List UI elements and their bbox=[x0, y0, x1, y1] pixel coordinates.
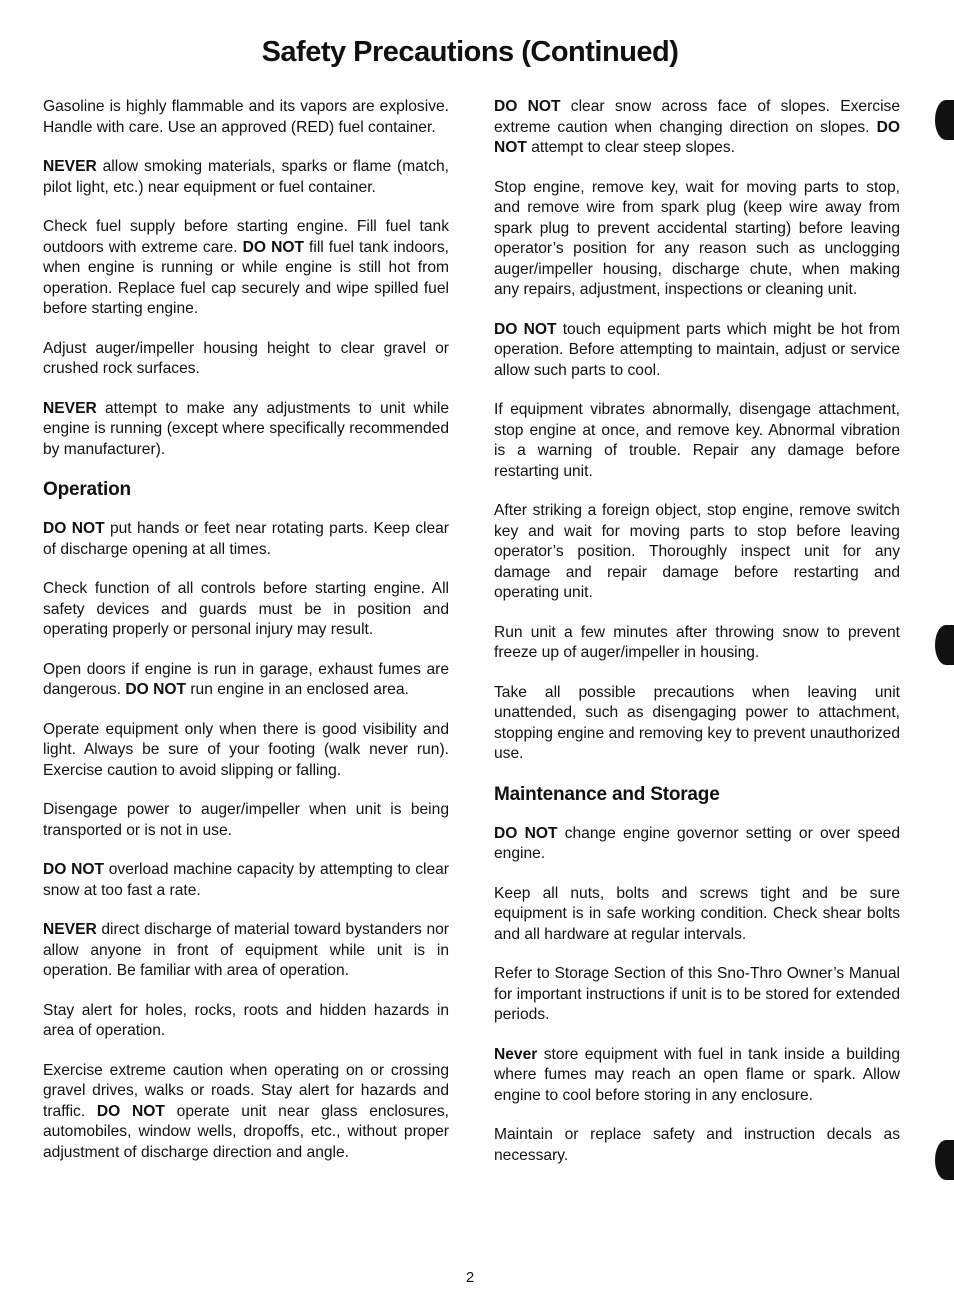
emphasis-text: NEVER bbox=[43, 921, 97, 938]
body-text: Operate equipment only when there is good visibility and light. Always be sure of your footing (walk never run). Exercise caution to avoid slipping or falling. bbox=[43, 720, 449, 779]
paragraph bbox=[43, 217, 449, 320]
paragraph bbox=[43, 860, 449, 901]
emphasis-text: NEVER bbox=[43, 399, 97, 417]
body-text: Take all possible precautions when leaving unit unattended, such as disengaging power to attachment, stopping engine and removing key to prevent unauthorized use. bbox=[494, 683, 900, 762]
body-text: Adjust auger/impeller housing height to clear gravel or crushed rock surfaces. bbox=[43, 339, 449, 377]
emphasis-text: DO NOT bbox=[43, 520, 105, 537]
body-text: Stay alert for holes, rocks, roots and hidden hazards in area of operation. bbox=[43, 1001, 449, 1039]
body-text: Exercise extreme caution when operating on or crossing gravel drives, walks or roads. Stay alert for hazards and traffic. bbox=[43, 1061, 449, 1120]
paragraph bbox=[494, 501, 900, 604]
body-text: put hands or feet near rotating parts. Keep clear of discharge opening at all times. bbox=[43, 520, 449, 558]
paragraph bbox=[43, 920, 449, 982]
emphasis-text: Never bbox=[494, 1045, 538, 1063]
paragraph bbox=[43, 157, 449, 198]
body-text: change engine governor setting or over speed engine. bbox=[494, 824, 900, 862]
page-number: 2 bbox=[465, 1269, 475, 1286]
emphasis-text: DO NOT bbox=[494, 118, 900, 156]
body-text: operate unit near glass enclosures, automobiles, window wells, dropoffs, etc., without proper adjustment of discharge direction and angle. bbox=[43, 1102, 449, 1161]
emphasis-text: DO NOT bbox=[494, 98, 561, 115]
body-text: After striking a foreign object, stop engine, remove switch key and wait for moving parts to stop before leaving operator’s position. Thoroughly inspect unit for any damage and repair damage before restarting and operating unit. bbox=[494, 502, 900, 601]
paragraph bbox=[494, 97, 900, 159]
emphasis-text: DO NOT bbox=[43, 861, 105, 878]
body-text: Run unit a few minutes after throwing snow to prevent freeze up of auger/impeller in housing. bbox=[494, 623, 900, 661]
paragraph bbox=[494, 964, 900, 1026]
paragraph bbox=[494, 683, 900, 765]
paragraph bbox=[494, 178, 900, 301]
paragraph bbox=[43, 399, 449, 461]
paragraph bbox=[43, 579, 449, 641]
paragraph bbox=[43, 339, 449, 380]
paragraph bbox=[43, 97, 449, 138]
emphasis-text: DO NOT bbox=[494, 824, 558, 842]
body-text: direct discharge of material toward bystanders nor allow anyone in front of equipment while unit is in operation. Be familiar with area of operation. bbox=[43, 921, 449, 979]
emphasis-text: DO NOT bbox=[242, 238, 304, 256]
paragraph bbox=[494, 884, 900, 946]
body-text: clear snow across face of slopes. Exercise extreme caution when changing direction on slopes. bbox=[494, 98, 901, 136]
body-text: Check function of all controls before starting engine. All safety devices and guards must be in position and operating properly or personal injury may result. bbox=[43, 580, 449, 638]
body-text: Keep all nuts, bolts and screws tight and be sure equipment is in safe working condition. Check shear bolts and all hardware at regular intervals. bbox=[494, 884, 900, 943]
paragraph bbox=[43, 800, 449, 841]
right-column bbox=[494, 97, 900, 1185]
edge-tab-mark bbox=[935, 100, 954, 140]
body-text: Open doors if engine is run in garage, exhaust fumes are dangerous. bbox=[43, 660, 449, 698]
body-text: attempt to clear steep slopes. bbox=[526, 139, 735, 156]
paragraph bbox=[494, 824, 900, 865]
body-text: Maintain or replace safety and instruction decals as necessary. bbox=[494, 1126, 900, 1164]
body-text: Stop engine, remove key, wait for moving parts to stop, and remove wire from spark plug (keep wire away from spark plug to prevent accidental starting) before leaving operator’s position for any reason such as unclogging auger/impeller housing, discharge chute, when making any repairs, adjustment, inspections or cleaning unit. bbox=[494, 178, 900, 298]
paragraph bbox=[43, 660, 449, 701]
paragraph bbox=[43, 519, 449, 560]
paragraph bbox=[494, 320, 900, 382]
body-text: If equipment vibrates abnormally, disengage attachment, stop engine at once, and remove key. Abnormal vibration is a warning of trouble. Repair any damage before restarting unit. bbox=[494, 401, 900, 480]
emphasis-text: DO NOT bbox=[494, 320, 557, 338]
body-text: Refer to Storage Section of this Sno-Thro Owner’s Manual for important instructions if unit is to be stored for extended periods. bbox=[494, 965, 900, 1023]
emphasis-text: NEVER bbox=[43, 158, 97, 175]
paragraph bbox=[494, 1125, 900, 1166]
edge-tab-mark bbox=[935, 1140, 954, 1180]
section-heading: Maintenance and Storage bbox=[494, 783, 720, 805]
paragraph bbox=[43, 1061, 449, 1164]
paragraph bbox=[43, 1001, 449, 1042]
left-column bbox=[43, 97, 449, 1182]
edge-tab-mark bbox=[935, 625, 954, 665]
emphasis-text: DO NOT bbox=[96, 1102, 165, 1120]
paragraph bbox=[494, 400, 900, 482]
body-text: run engine in an enclosed area. bbox=[186, 681, 409, 698]
body-text: Check fuel supply before starting engine. Fill fuel tank outdoors with extreme care. bbox=[43, 218, 449, 256]
page-title: Safety Precautions (Continued) bbox=[261, 36, 679, 68]
paragraph bbox=[494, 1045, 900, 1107]
body-text: fill fuel tank indoors, when engine is running or while engine is still hot from operation. Replace fuel cap securely and wipe spilled fuel before starting engine. bbox=[43, 238, 450, 317]
body-text: overload machine capacity by attempting to clear snow at too fast a rate. bbox=[43, 861, 449, 899]
body-text: attempt to make any adjustments to unit while engine is running (except where specifically recommended by manufacturer). bbox=[43, 399, 449, 458]
paragraph bbox=[494, 623, 900, 664]
body-text: Disengage power to auger/impeller when unit is being transported or is not in use. bbox=[43, 801, 449, 839]
section-heading: Operation bbox=[43, 479, 131, 500]
body-text: Gasoline is highly flammable and its vapors are explosive. Handle with care. Use an approved (RED) fuel container. bbox=[43, 98, 449, 136]
body-text: allow smoking materials, sparks or flame (match, pilot light, etc.) near equipment or fuel container. bbox=[43, 158, 449, 196]
body-text: store equipment with fuel in tank inside a building where fumes may reach an open flame or spark. Allow engine to cool before storing in any enclosure. bbox=[494, 1045, 900, 1104]
emphasis-text: DO NOT bbox=[125, 681, 187, 698]
paragraph bbox=[43, 720, 449, 782]
body-text: touch equipment parts which might be hot from operation. Before attempting to maintain, adjust or service allow such parts to cool. bbox=[494, 320, 900, 379]
